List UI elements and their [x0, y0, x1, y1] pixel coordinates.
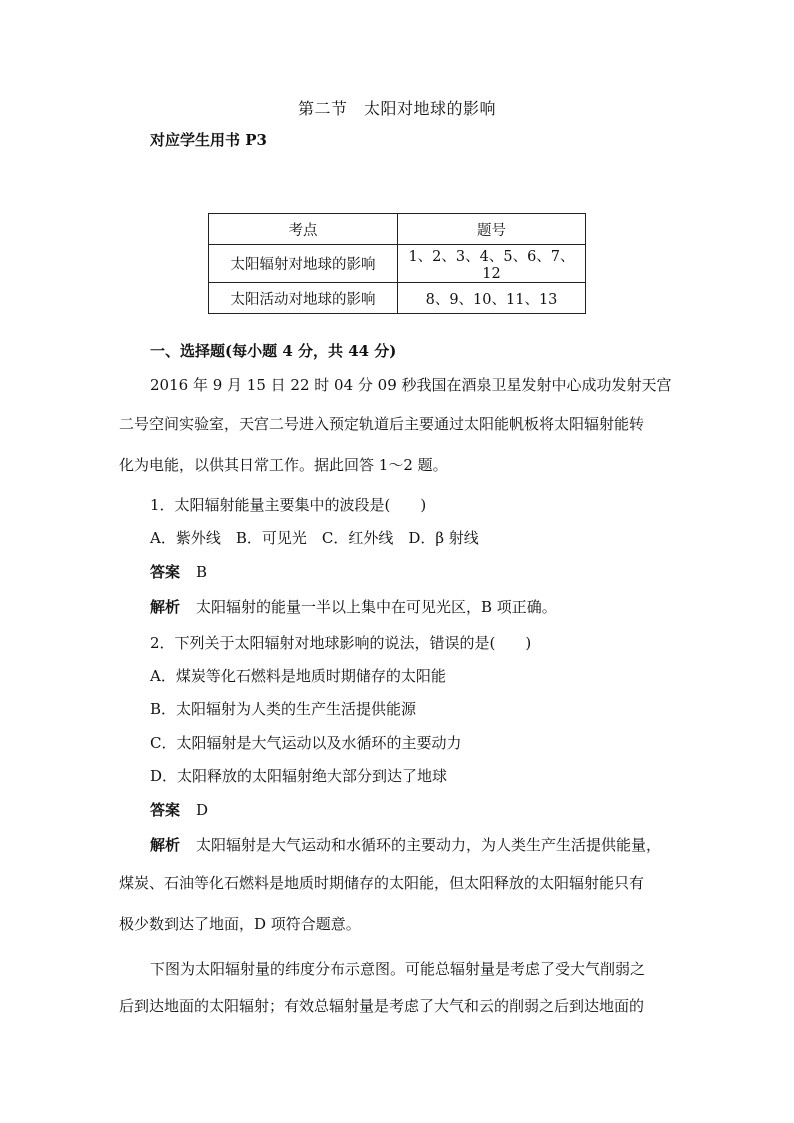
page-reference: 对应学生用书 P3	[150, 131, 267, 149]
question-option: D．太阳释放的太阳辐射绝大部分到达了地球	[150, 767, 448, 785]
question-options: A．紫外线 B．可见光 C．红外线 D．β 射线	[150, 529, 479, 547]
answer-label: 答案	[150, 801, 181, 819]
answer-value: D	[196, 801, 209, 819]
intro-line: 2016 年 9 月 15 日 22 时 04 分 09 秒我国在酒泉卫星发射中心成功发射天宫	[150, 376, 672, 394]
question-option: A．煤炭等化石燃料是地质时期储存的太阳能	[150, 667, 446, 685]
analysis-text: 极少数到达了地面，D 项符合题意。	[119, 915, 361, 933]
closing-line: 下图为太阳辐射量的纬度分布示意图。可能总辐射量是考虑了受大气削弱之	[150, 960, 646, 978]
analysis-text: 煤炭、石油等化石燃料是地质时期储存的太阳能，但太阳释放的太阳辐射能只有	[119, 874, 645, 892]
question-stem: 2．下列关于太阳辐射对地球影响的说法，错误的是( )	[150, 634, 532, 652]
answer-value: B	[196, 563, 208, 581]
table-header-row	[209, 214, 586, 245]
table-cell: 8、9、10、11、13	[398, 283, 586, 314]
analysis-label: 解析	[150, 836, 181, 854]
analysis-label: 解析	[150, 598, 181, 616]
analysis-line	[150, 834, 661, 855]
table-cell: 太阳活动对地球的影响	[209, 283, 398, 314]
answer-label: 答案	[150, 563, 181, 581]
page-title: 第二节 太阳对地球的影响	[297, 99, 496, 118]
table-cell: 1、2、3、4、5、6、7、12	[398, 245, 586, 283]
table-header: 考点	[209, 214, 398, 245]
table-header: 题号	[398, 214, 586, 245]
table-row	[209, 245, 586, 283]
analysis-line	[150, 596, 557, 617]
answer-line	[150, 561, 207, 582]
question-option: B．太阳辐射为人类的生产生活提供能源	[150, 700, 417, 718]
intro-line: 二号空间实验室，天宫二号进入预定轨道后主要通过太阳能帆板将太阳辐射能转	[119, 415, 645, 433]
analysis-text: 太阳辐射的能量一半以上集中在可见光区，B 项正确。	[196, 598, 557, 616]
analysis-text: 太阳辐射是大气运动和水循环的主要动力，为人类生产生活提供能量，	[196, 836, 662, 854]
section-heading: 一、选择题(每小题 4 分，共 44 分)	[150, 342, 397, 360]
question-option: C．太阳辐射是大气运动以及水循环的主要动力	[150, 734, 462, 752]
answer-line	[150, 799, 208, 820]
closing-line: 后到达地面的太阳辐射；有效总辐射量是考虑了大气和云的削弱之后到达地面的	[119, 997, 645, 1015]
question-stem: 1．太阳辐射能量主要集中的波段是( )	[150, 496, 427, 514]
intro-line: 化为电能，以供其日常工作。据此回答 1～2 题。	[119, 456, 448, 474]
topic-table	[208, 213, 586, 314]
table-cell: 太阳辐射对地球的影响	[209, 245, 398, 283]
table-row	[209, 283, 586, 314]
